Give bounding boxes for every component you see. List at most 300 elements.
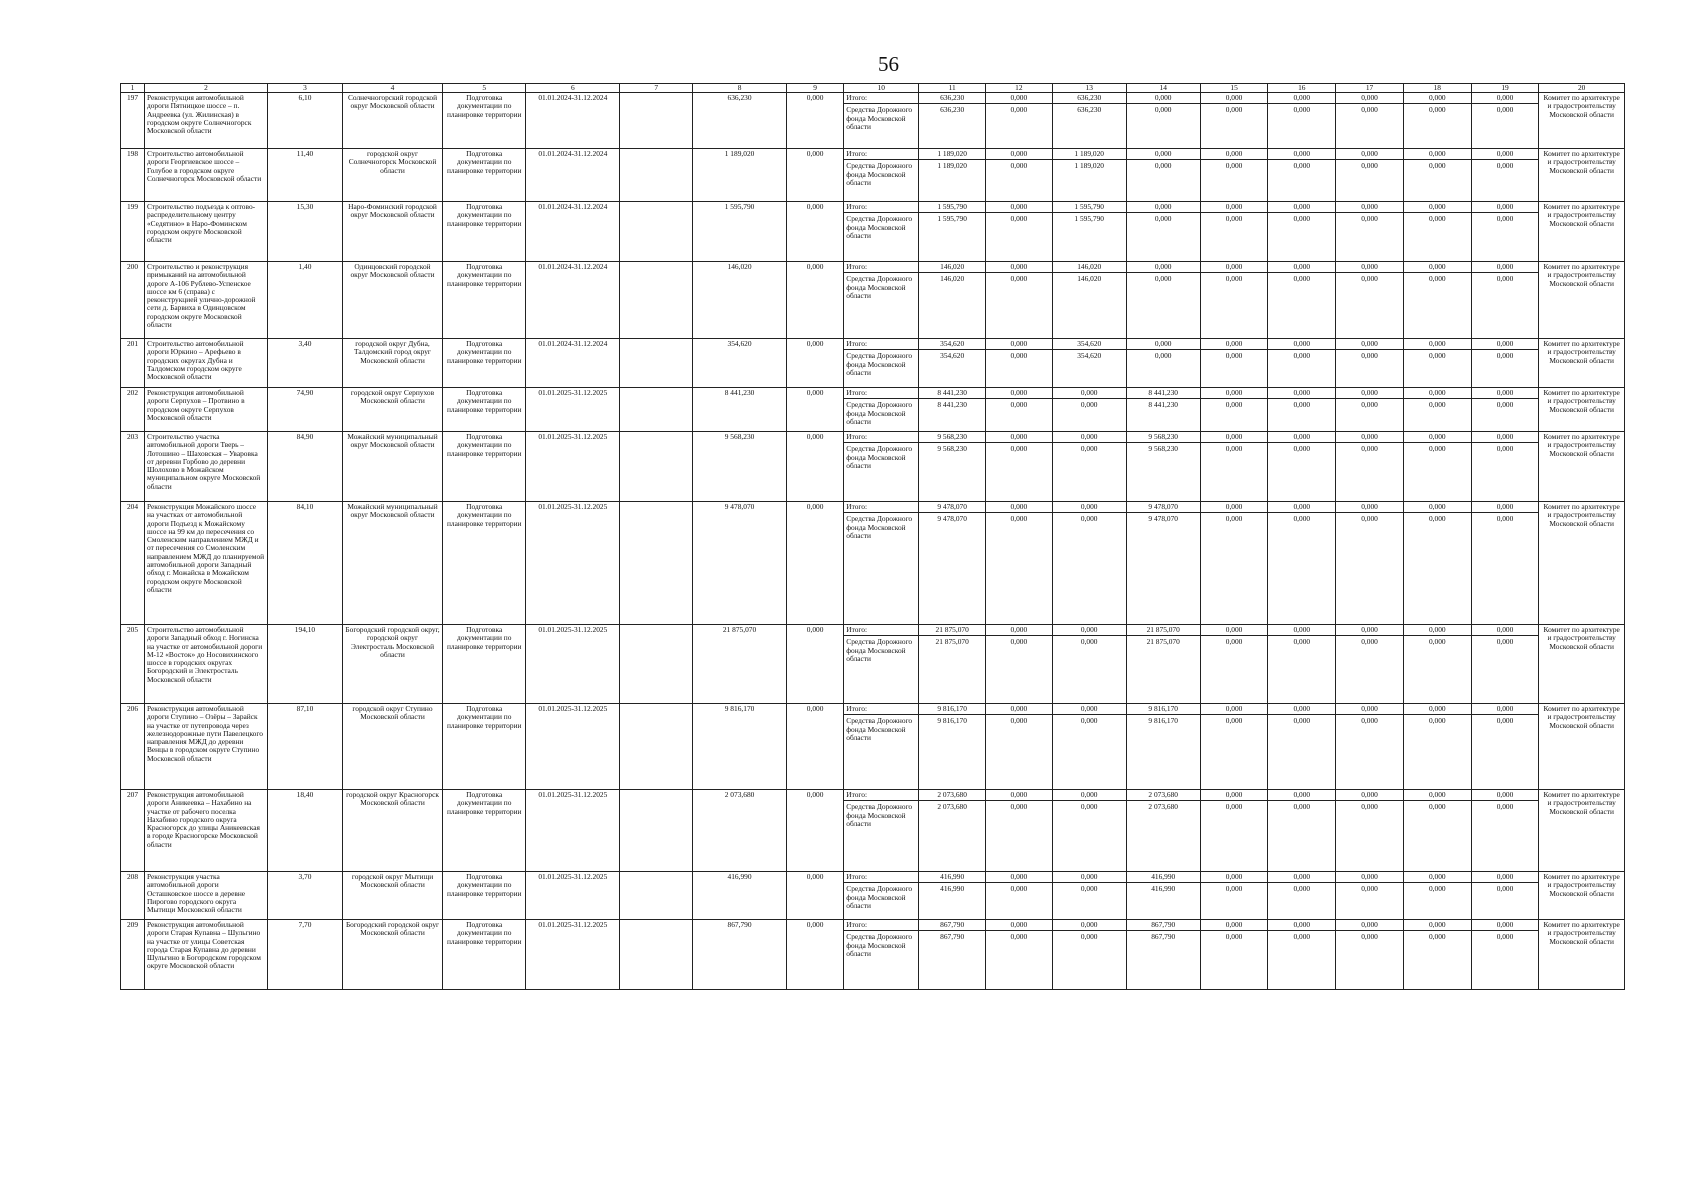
empty-cell <box>620 432 693 502</box>
amount-total: 0,000 <box>986 94 1052 104</box>
amount-total: 0,000 <box>1268 263 1335 273</box>
amount-fund: 21 875,070 <box>1146 637 1180 647</box>
amount-fund: 0,000 <box>1080 716 1098 726</box>
amount-cell <box>1200 93 1268 149</box>
amount-fund: 0,000 <box>1428 351 1446 361</box>
period: 01.01.2025-31.12.2025 <box>526 432 620 502</box>
amount-fund: 354,620 <box>1077 351 1102 361</box>
amount-fund: 0,000 <box>1361 400 1378 410</box>
amount-cell <box>1403 790 1471 872</box>
length-km: 7,70 <box>267 920 342 990</box>
object-name: Реконструкция участка автомобильной дороги Осташковское шоссе в деревне Пирогово городского округа Мытищи Московской области <box>144 872 267 920</box>
column-number-cell: 16 <box>1268 84 1336 93</box>
amount-cell <box>1471 625 1539 704</box>
amount-cell <box>1471 388 1539 432</box>
work-stage: Подготовка документации по планировке территории <box>443 202 526 262</box>
amount-cell <box>986 262 1053 339</box>
amount-cell <box>1403 388 1471 432</box>
empty-cell <box>620 502 693 625</box>
amount-total: 636,230 <box>1053 94 1126 104</box>
amount-cell <box>1471 704 1539 790</box>
responsible-body: Комитет по архитектуре и градостроительству Московской области <box>1539 625 1625 704</box>
amount-total: 0,000 <box>1268 203 1335 213</box>
work-stage: Подготовка документации по планировке территории <box>443 704 526 790</box>
amount-fund: 0,000 <box>1080 400 1098 410</box>
amount-cell <box>1471 202 1539 262</box>
amount-cell <box>1052 920 1126 990</box>
amount-total: 0,000 <box>1053 921 1126 931</box>
amount-cell <box>1471 872 1539 920</box>
cost-zero: 0,000 <box>786 920 843 990</box>
empty-cell <box>620 202 693 262</box>
territory: городской округ Мытищи Московской области <box>342 872 442 920</box>
amount-cell <box>1126 202 1200 262</box>
amount-cell <box>1403 262 1471 339</box>
amount-fund: 0,000 <box>1428 932 1446 942</box>
responsible-body: Комитет по архитектуре и градостроительству Московской области <box>1539 202 1625 262</box>
responsible-body: Комитет по архитектуре и градостроительству Московской области <box>1539 502 1625 625</box>
financing-source <box>844 872 919 920</box>
length-km: 84,10 <box>267 502 342 625</box>
table-row <box>121 872 1625 920</box>
responsible-body: Комитет по архитектуре и градостроительству Московской области <box>1539 920 1625 990</box>
amount-fund: 0,000 <box>1496 351 1514 361</box>
amount-fund: 0,000 <box>1225 214 1243 224</box>
amount-cell <box>1200 149 1268 202</box>
total-label: Итого: <box>844 263 918 273</box>
amount-fund: 1 189,020 <box>937 161 967 171</box>
amount-fund: 0,000 <box>1080 514 1098 524</box>
amount-total: 0,000 <box>1201 150 1268 160</box>
amount-total: 21 875,070 <box>919 626 985 636</box>
amount-fund: 0,000 <box>1361 351 1378 361</box>
amount-fund: 0,000 <box>1225 802 1243 812</box>
fund-label: Средства Дорожного фонда Московской области <box>846 400 913 426</box>
amount-total: 0,000 <box>1404 921 1471 931</box>
amount-fund: 9 478,070 <box>937 514 967 524</box>
length-km: 87,10 <box>267 704 342 790</box>
amount-fund: 0,000 <box>1293 637 1311 647</box>
amount-fund: 0,000 <box>1010 884 1028 894</box>
column-number-cell: 17 <box>1336 84 1404 93</box>
amount-fund: 0,000 <box>1361 802 1378 812</box>
territory: городской округ Красногорск Московской области <box>342 790 442 872</box>
empty-cell <box>620 93 693 149</box>
amount-total: 0,000 <box>1472 626 1539 636</box>
object-name: Строительство и реконструкция примыканий на автомобильной дороге А-106 Рублево-Успенское шоссе км 6 (справа) с реконструкцией улично-дорожной сети д. Барвиха в Одинцовском городском округе Московской области <box>144 262 267 339</box>
row-number: 208 <box>121 872 145 920</box>
amount-fund: 2 073,680 <box>937 802 967 812</box>
row-number: 200 <box>121 262 145 339</box>
amount-cell <box>919 262 986 339</box>
amount-cell <box>1268 432 1336 502</box>
amount-cell <box>1336 339 1404 388</box>
work-stage: Подготовка документации по планировке территории <box>443 432 526 502</box>
amount-fund: 0,000 <box>1010 400 1028 410</box>
length-km: 194,10 <box>267 625 342 704</box>
amount-fund: 8 441,230 <box>937 400 967 410</box>
amount-cell <box>1336 149 1404 202</box>
amount-fund: 0,000 <box>1496 514 1514 524</box>
work-stage: Подготовка документации по планировке территории <box>443 872 526 920</box>
table-row <box>121 388 1625 432</box>
amount-total: 416,990 <box>1127 873 1200 883</box>
amount-total: 0,000 <box>1268 340 1335 350</box>
amount-cell <box>1126 93 1200 149</box>
territory: Солнечногорский городской округ Московской области <box>342 93 442 149</box>
amount-cell <box>1268 339 1336 388</box>
amount-fund: 0,000 <box>1496 400 1514 410</box>
column-number-cell: 10 <box>844 84 919 93</box>
amount-fund: 0,000 <box>1428 802 1446 812</box>
amount-cell <box>1336 432 1404 502</box>
amount-cell <box>1336 872 1404 920</box>
table-row <box>121 790 1625 872</box>
amount-fund: 0,000 <box>1496 274 1514 284</box>
empty-cell <box>620 704 693 790</box>
amount-cell <box>1336 388 1404 432</box>
table-row <box>121 704 1625 790</box>
column-number-cell: 1 <box>121 84 145 93</box>
object-name: Строительство участка автомобильной дороги Тверь – Лотошино – Шаховская – Уваровка от деревни Горбово до деревни Шолохово в Можайском муниципальном округе Московской области <box>144 432 267 502</box>
amount-total: 0,000 <box>1053 873 1126 883</box>
amount-total: 2 073,680 <box>919 791 985 801</box>
table-row <box>121 202 1625 262</box>
period: 01.01.2025-31.12.2025 <box>526 920 620 990</box>
amount-cell <box>1200 339 1268 388</box>
length-km: 18,40 <box>267 790 342 872</box>
financing-source <box>844 93 919 149</box>
object-name: Строительство автомобильной дороги Западный обход г. Ногинска на участке от автомобильной дороги М-12 «Восток» до Носовихинского шоссе в городских округах Богородский и Электросталь Московской области <box>144 625 267 704</box>
amount-total: 9 568,230 <box>1127 433 1200 443</box>
amount-total: 0,000 <box>1127 150 1200 160</box>
amount-fund: 0,000 <box>1293 716 1311 726</box>
amount-fund: 0,000 <box>1293 444 1311 454</box>
amount-cell <box>1126 502 1200 625</box>
amount-total: 0,000 <box>986 433 1052 443</box>
amount-fund: 0,000 <box>1080 444 1098 454</box>
column-number-cell: 2 <box>144 84 267 93</box>
amount-total: 0,000 <box>1472 791 1539 801</box>
amount-cell <box>1200 202 1268 262</box>
cost-zero: 0,000 <box>786 790 843 872</box>
amount-cell <box>1268 149 1336 202</box>
amount-cell <box>1471 790 1539 872</box>
work-stage: Подготовка документации по планировке территории <box>443 93 526 149</box>
amount-total: 0,000 <box>1336 150 1403 160</box>
amount-fund: 0,000 <box>1496 716 1514 726</box>
amount-fund: 0,000 <box>1225 274 1243 284</box>
table-row <box>121 262 1625 339</box>
amount-fund: 0,000 <box>1496 802 1514 812</box>
amount-cell <box>1268 388 1336 432</box>
amount-cell <box>1403 149 1471 202</box>
amount-cell <box>1268 625 1336 704</box>
territory: Наро-Фоминский городской округ Московской области <box>342 202 442 262</box>
amount-total: 0,000 <box>1336 263 1403 273</box>
row-number: 204 <box>121 502 145 625</box>
amount-cell <box>1471 339 1539 388</box>
column-number-cell: 19 <box>1471 84 1539 93</box>
amount-fund: 0,000 <box>1225 444 1243 454</box>
column-number-cell: 9 <box>786 84 843 93</box>
amount-cell <box>986 704 1053 790</box>
amount-total: 0,000 <box>986 873 1052 883</box>
amount-fund: 0,000 <box>1293 351 1311 361</box>
amount-fund: 1 595,790 <box>937 214 967 224</box>
amount-fund: 0,000 <box>1293 161 1311 171</box>
fund-label: Средства Дорожного фонда Московской области <box>846 105 913 131</box>
amount-total: 0,000 <box>1404 203 1471 213</box>
work-stage: Подготовка документации по планировке территории <box>443 790 526 872</box>
amount-total: 0,000 <box>1336 921 1403 931</box>
column-number-cell: 13 <box>1052 84 1126 93</box>
cost: 636,230 <box>693 93 787 149</box>
row-number: 197 <box>121 93 145 149</box>
total-label: Итого: <box>844 203 918 213</box>
financing-source <box>844 502 919 625</box>
amount-total: 636,230 <box>919 94 985 104</box>
amount-total: 0,000 <box>1268 433 1335 443</box>
amount-total: 867,790 <box>919 921 985 931</box>
amount-total: 0,000 <box>1201 705 1268 715</box>
column-number-cell: 11 <box>919 84 986 93</box>
amount-fund: 0,000 <box>1361 105 1378 115</box>
amount-fund: 0,000 <box>1154 351 1172 361</box>
object-name: Реконструкция автомобильной дороги Аникеевка – Нахабино на участке от рабочего поселка Нахабино городского округа Красногорск до улицы Аникеевская в городе Красногорске Московской области <box>144 790 267 872</box>
amount-total: 0,000 <box>1336 791 1403 801</box>
amount-total: 0,000 <box>1201 626 1268 636</box>
fund-label: Средства Дорожного фонда Московской области <box>846 161 913 187</box>
amount-total: 0,000 <box>1336 626 1403 636</box>
amount-total: 0,000 <box>1336 389 1403 399</box>
amount-total: 21 875,070 <box>1127 626 1200 636</box>
amount-cell <box>919 149 986 202</box>
amount-cell <box>1268 872 1336 920</box>
amount-fund: 0,000 <box>1496 161 1514 171</box>
fund-label: Средства Дорожного фонда Московской области <box>846 884 913 910</box>
amount-fund: 0,000 <box>1010 932 1028 942</box>
amount-cell <box>1200 502 1268 625</box>
amount-total: 9 816,170 <box>1127 705 1200 715</box>
amount-fund: 0,000 <box>1225 105 1243 115</box>
amount-fund: 0,000 <box>1225 351 1243 361</box>
amount-fund: 0,000 <box>1361 514 1378 524</box>
fund-label: Средства Дорожного фонда Московской области <box>846 637 913 663</box>
amount-total: 0,000 <box>1472 389 1539 399</box>
amount-fund: 0,000 <box>1293 214 1311 224</box>
period: 01.01.2025-31.12.2025 <box>526 388 620 432</box>
amount-fund: 0,000 <box>1080 637 1098 647</box>
amount-fund: 9 478,070 <box>1148 514 1178 524</box>
amount-total: 0,000 <box>1336 705 1403 715</box>
amount-total: 0,000 <box>986 203 1052 213</box>
responsible-body: Комитет по архитектуре и градостроительству Московской области <box>1539 790 1625 872</box>
amount-total: 354,620 <box>1053 340 1126 350</box>
amount-cell <box>1403 920 1471 990</box>
financing-source <box>844 625 919 704</box>
amount-cell <box>986 93 1053 149</box>
amount-cell <box>1336 625 1404 704</box>
total-label: Итого: <box>844 389 918 399</box>
table-row <box>121 432 1625 502</box>
amount-total: 0,000 <box>1336 203 1403 213</box>
amount-cell <box>1126 388 1200 432</box>
amount-cell <box>919 432 986 502</box>
amount-cell <box>1403 704 1471 790</box>
length-km: 15,30 <box>267 202 342 262</box>
amount-fund: 0,000 <box>1010 214 1028 224</box>
amount-total: 0,000 <box>986 150 1052 160</box>
amount-cell <box>1403 202 1471 262</box>
amount-fund: 636,230 <box>940 105 965 115</box>
fund-label: Средства Дорожного фонда Московской области <box>846 932 913 958</box>
amount-total: 0,000 <box>1201 203 1268 213</box>
total-label: Итого: <box>844 94 918 104</box>
amount-cell <box>986 339 1053 388</box>
cost: 9 478,070 <box>693 502 787 625</box>
amount-total: 0,000 <box>1472 503 1539 513</box>
amount-total: 0,000 <box>1404 433 1471 443</box>
amount-fund: 0,000 <box>1080 802 1098 812</box>
column-number-cell: 14 <box>1126 84 1200 93</box>
amount-fund: 0,000 <box>1154 274 1172 284</box>
object-name: Реконструкция автомобильной дороги Серпухов – Протвино в городском округе Серпухов Московской области <box>144 388 267 432</box>
amount-cell <box>1052 432 1126 502</box>
table-row <box>121 149 1625 202</box>
amount-cell <box>986 920 1053 990</box>
amount-cell <box>986 502 1053 625</box>
responsible-body: Комитет по архитектуре и градостроительству Московской области <box>1539 704 1625 790</box>
amount-cell <box>1200 262 1268 339</box>
amount-fund: 0,000 <box>1361 637 1378 647</box>
amount-total: 0,000 <box>1127 263 1200 273</box>
amount-fund: 0,000 <box>1428 514 1446 524</box>
amount-fund: 2 073,680 <box>1148 802 1178 812</box>
column-number-cell: 8 <box>693 84 787 93</box>
amount-cell <box>1126 149 1200 202</box>
amount-fund: 0,000 <box>1293 274 1311 284</box>
financing-source <box>844 202 919 262</box>
amount-cell <box>1052 93 1126 149</box>
amount-fund: 0,000 <box>1361 932 1378 942</box>
amount-total: 0,000 <box>1268 94 1335 104</box>
work-stage: Подготовка документации по планировке территории <box>443 388 526 432</box>
territory: Богородский городской округ Московской области <box>342 920 442 990</box>
cost-zero: 0,000 <box>786 339 843 388</box>
table-body <box>121 84 1625 990</box>
amount-cell <box>919 920 986 990</box>
responsible-body: Комитет по архитектуре и градостроительству Московской области <box>1539 262 1625 339</box>
amount-cell <box>986 790 1053 872</box>
amount-total: 1 595,790 <box>1053 203 1126 213</box>
amount-fund: 0,000 <box>1293 802 1311 812</box>
amount-total: 416,990 <box>919 873 985 883</box>
cost-zero: 0,000 <box>786 388 843 432</box>
amount-fund: 0,000 <box>1293 932 1311 942</box>
amount-fund: 0,000 <box>1361 274 1378 284</box>
amount-cell <box>1471 262 1539 339</box>
work-stage: Подготовка документации по планировке территории <box>443 502 526 625</box>
amount-fund: 867,790 <box>1151 932 1176 942</box>
object-name: Реконструкция автомобильной дороги Ступино – Озёры – Зарайск на участке от путепровода через железнодорожные пути Павелецкого направления МЖД до деревни Венцы в городском округе Ступино Московской области <box>144 704 267 790</box>
amount-total: 0,000 <box>1472 150 1539 160</box>
cost: 146,020 <box>693 262 787 339</box>
responsible-body: Комитет по архитектуре и градостроительству Московской области <box>1539 339 1625 388</box>
amount-fund: 0,000 <box>1428 444 1446 454</box>
territory: Можайский муниципальный округ Московской области <box>342 432 442 502</box>
amount-total: 0,000 <box>1053 503 1126 513</box>
amount-cell <box>1336 790 1404 872</box>
period: 01.01.2025-31.12.2025 <box>526 872 620 920</box>
amount-cell <box>1200 388 1268 432</box>
row-number: 199 <box>121 202 145 262</box>
amount-fund: 0,000 <box>1010 161 1028 171</box>
amount-fund: 0,000 <box>1428 161 1446 171</box>
amount-cell <box>1403 93 1471 149</box>
period: 01.01.2024-31.12.2024 <box>526 202 620 262</box>
amount-cell <box>1126 704 1200 790</box>
length-km: 11,40 <box>267 149 342 202</box>
amount-fund: 0,000 <box>1225 161 1243 171</box>
empty-cell <box>620 625 693 704</box>
amount-fund: 0,000 <box>1080 932 1098 942</box>
row-number: 202 <box>121 388 145 432</box>
cost: 9 816,170 <box>693 704 787 790</box>
amount-total: 0,000 <box>1472 203 1539 213</box>
amount-total: 0,000 <box>1053 791 1126 801</box>
amount-cell <box>919 93 986 149</box>
amount-cell <box>1126 790 1200 872</box>
row-number: 198 <box>121 149 145 202</box>
amount-fund: 0,000 <box>1225 884 1243 894</box>
amount-cell <box>919 502 986 625</box>
amount-total: 0,000 <box>1201 873 1268 883</box>
amount-total: 0,000 <box>1404 340 1471 350</box>
amount-total: 0,000 <box>1404 873 1471 883</box>
period: 01.01.2024-31.12.2024 <box>526 339 620 388</box>
amount-total: 0,000 <box>1472 340 1539 350</box>
total-label: Итого: <box>844 340 918 350</box>
amount-cell <box>1268 93 1336 149</box>
empty-cell <box>620 262 693 339</box>
amount-fund: 0,000 <box>1428 884 1446 894</box>
period: 01.01.2024-31.12.2024 <box>526 262 620 339</box>
amount-fund: 0,000 <box>1428 400 1446 410</box>
object-name: Строительство подъезда к оптово-распределительному центру «Седятино» в Наро-Фоминском городском округе Московской области <box>144 202 267 262</box>
amount-cell <box>1268 502 1336 625</box>
amount-cell <box>1403 872 1471 920</box>
amount-total: 0,000 <box>1127 203 1200 213</box>
amount-cell <box>1052 262 1126 339</box>
object-name: Строительство автомобильной дороги Георгиевское шоссе – Голубое в городском округе Солнечногорск Московской области <box>144 149 267 202</box>
amount-fund: 0,000 <box>1293 400 1311 410</box>
empty-cell <box>620 920 693 990</box>
column-number-cell: 6 <box>526 84 620 93</box>
amount-total: 0,000 <box>1472 94 1539 104</box>
amount-total: 0,000 <box>986 503 1052 513</box>
cost-zero: 0,000 <box>786 872 843 920</box>
total-label: Итого: <box>844 705 918 715</box>
amount-cell <box>1336 93 1404 149</box>
amount-fund: 0,000 <box>1496 214 1514 224</box>
empty-cell <box>620 790 693 872</box>
amount-fund: 416,990 <box>1151 884 1176 894</box>
amount-fund: 0,000 <box>1428 716 1446 726</box>
territory: городской округ Ступино Московской области <box>342 704 442 790</box>
financing-source <box>844 149 919 202</box>
amount-fund: 0,000 <box>1225 716 1243 726</box>
